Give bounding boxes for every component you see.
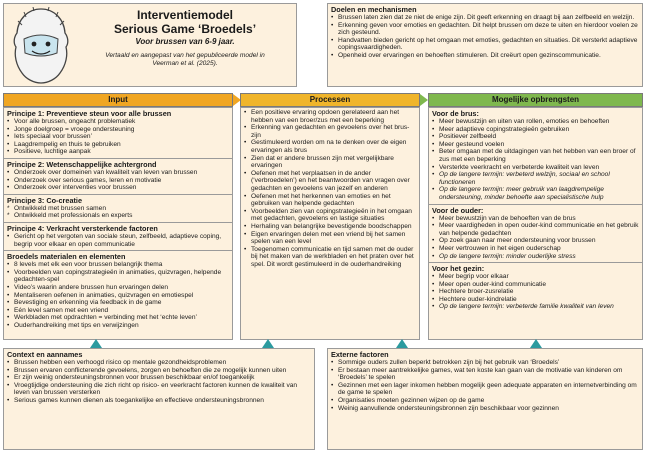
list-item: • Eigen ervaringen delen met een vriend bij het samen spelen van een level [244,231,416,246]
list-item: • Erkenning geven voor emoties en gedachten. Dit helpt brussen om deze te uiten en hierdoor voelen ze zich gesteund. [331,22,639,37]
list-item: • Onderzoek over serious games, leren en motivatie [7,177,229,185]
arrow-right-icon [420,94,428,106]
input-header: Input [3,93,233,107]
list-item: • Positiever zelfbeeld [432,133,639,141]
list-item: • Meer open ouder-kind communicatie [432,281,639,289]
principe-3: Principe 3: Co-creatie * Ontwikkeld met brussen samen * Ontwikkeld met professionals en experts [4,195,232,223]
doelen-box [327,3,643,87]
list-item: • 8 levels met elk een voor brussen belangrijk thema [7,261,229,269]
opbrengsten-gezin: Voor het gezin: • Meer begrip voor elkaar • Meer open ouder-kind communicatie • Hechtere broer-zusrelatie • Hechtere ouder-kindrelatie • Op de langere termijn: verbeterde familie kwaliteit van leven [429,263,642,313]
list-item: • Versterkte veerkracht en verbeterde kwaliteit van leven [432,164,639,172]
list-item: • Organisaties moeten gezinnen wijzen op de game [331,397,639,405]
list-item: • Een positieve ervaring opdoen gerelateerd aan het hebben van een broer/zus met een beperking [244,109,416,124]
list-item: • Oefenen met het verplaatsen in de ander (‘verbroedelen’) en het beantwoorden van vragen over gedachten en gevoelens van jezelf en anderen [244,170,416,193]
list-item: • Herhaling van belangrijke bevestigende boodschappen [244,223,416,231]
list-item: • Meer gesteund voelen [432,141,639,149]
input-column [3,107,233,340]
list-item: * Ontwikkeld met professionals en experts [7,212,229,220]
title-line3: Voor brussen van 6-9 jaar. [135,37,235,46]
list-item: • Gericht op het vergoten van sociale steun, zelfbeeld, adaptieve coping, begrip voor elkaar en open communicatie [7,233,229,248]
arrow-up-icon [396,339,408,348]
title-line2: Serious Game ‘Broedels’ [113,22,257,36]
principe-4: Principe 4: Verkracht versterkende factoren • Gericht op het vergoten van sociale steun, zelfbeeld, adaptieve coping, begrip voor elkaar en open communicatie [4,223,232,251]
processen-header: Processen [240,93,420,107]
opbrengsten-header: Mogelijke opbrengsten [428,93,643,107]
list-item: • Op de langere termijn: minder ouderlijke stress [432,253,639,261]
list-item: • Zien dat er andere brussen zijn met vergelijkbare ervaringen [244,155,416,170]
opbrengsten-brus: Voor de brus: • Meer bewustzijn en uiten van rollen, emoties en behoeften • Meer adaptieve copingstrategieën gebruiken • Positiever zelfbeeld • Meer gesteund voelen • Beter omgaan met de uitdagingen van het hebben van een broer of zus met een beperking • Versterkte veerkracht en verbeterde kwaliteit van leven • Op de langere termijn: verbeterd welzijn, sociaal en school functioneren • Op de langere termijn: meer gebruik van laagdrempelige ondersteuning, minder behoefte aan specialistische hulp [429,108,642,205]
list-item: • Er bestaan meer aantrekkelijke games, wat ten koste kan gaan van de motivatie van kinderen om ‘Broedels’ te spelen [331,367,639,382]
yeti-mascot-icon [10,7,72,85]
list-item: • Positieve, luchtige aanpak [7,148,229,156]
principe-1: Principe 1: Preventieve steun voor alle brussen • Voor alle brussen, ongeacht problematiek • Jonge doelgroep = vroege ondersteuning • Iets speciaal voor brussen’ • Laagdrempelig en thuis te gebruiken • Positieve, luchtige aanpak [4,108,232,159]
doelen-title: Doelen en mechanismen [331,5,417,14]
list-item: • Weinig aanvullende ondersteuningsbronnen zijn beschikbaar voor gezinnen [331,405,639,413]
opbrengsten-ouder: Voor de ouder: • Meer bewustzijn van de behoeften van de brus • Meer vaardigheden in open ouder-kind communicatie en het gebruik van helpende gedachten • Op zoek gaan naar meer ondersteuning voor brussen • Meer vertrouwen in het eigen ouderschap • Op de langere termijn: minder ouderlijke stress [429,205,642,264]
title-box [3,3,297,87]
context-title: Context en aannames [7,350,83,359]
list-item: • Meer bewustzijn van de behoeften van de brus [432,215,639,223]
list-item: • Voorbeelden zien van copingstrategieën in het omgaan met gedachten, gevoelens en lastige situaties [244,208,416,223]
list-item: • Meer adaptieve copingstrategieën gebruiken [432,126,639,134]
list-item: • Onderzoek over interventies voor brussen [7,184,229,192]
context-box [3,348,315,450]
list-item: • Eén level samen met een vriend [7,307,229,315]
list-item: • Iets speciaal voor brussen’ [7,133,229,141]
list-item: • Op de langere termijn: meer gebruik van laagdrempelige ondersteuning, minder behoefte aan specialistische hulp [432,186,639,201]
list-item: • Brussen laten zien dat ze niet de enige zijn. Dit geeft erkenning en draagt bij aan zelfbeeld en welzijn. [331,14,639,22]
list-item: • Openheid over ervaringen en behoeften stimuleren. Dit creëurt open gezinscommunicatie. [331,52,639,60]
title-note-line1: Vertaald en aangepast van het gepubliceerde model in [105,52,265,59]
mascot-logo [10,7,72,85]
arrow-up-icon [262,339,274,348]
list-item: • Brussen hebben een verhoogd risico op mentale gezondheidsproblemen [7,359,311,367]
title-note-line2: Veerman et al. (2025). [152,60,218,67]
extern-box [327,348,643,450]
list-item: • Oefenen met het herkennen van emoties en het gebruiken van helpende gedachten [244,193,416,208]
list-item: • Hechtere broer-zusrelatie [432,288,639,296]
arrow-up-icon [530,339,542,348]
list-item: • Jonge doelgroep = vroege ondersteuning [7,126,229,134]
list-item: • Meer bewustzijn en uiten van rollen, emoties en behoeften [432,118,639,126]
list-item: • Erkenning van gedachten en gevoelens over het brus-zijn [244,124,416,139]
list-item: • Serious games kunnen dienen als toegankelijke en effectieve ondersteuningsbronnen [7,397,311,405]
principe-2: Principe 2: Wetenschappelijke achtergrond • Onderzoek over domeinen van kwaliteit van leven van brussen • Onderzoek over serious games, leren en motivatie • Onderzoek over interventies voor brussen [4,159,232,195]
list-item: • Vroegtijdige ondersteuning die zich richt op risico- en veerkracht factoren kunnen de kwaliteit van leven van brussen versterken [7,382,311,397]
list-item: • Meer vaardigheden in open ouder-kind communicatie en het gebruik van helpende gedachten [432,222,639,237]
list-item: • Gestimuleerd worden om na te denken over de eigen ervaringen als brus [244,139,416,154]
arrow-up-icon [90,339,102,348]
list-item: • Voor alle brussen, ongeacht problematiek [7,118,229,126]
list-item: • Werkbladen met opdrachten = verbinding met het ‘echte leven’ [7,314,229,322]
extern-title: Externe factoren [331,350,389,359]
list-item: • Brussen ervaren conflicterende gevoelens, zorgen en behoeften die ze mogelijk kunnen uiten [7,367,311,375]
list-item: • Ouderhandreiking met tips en verwijzingen [7,322,229,330]
opbrengsten-column [428,107,643,340]
list-item: • Toegenomen communicatie en tijd samen met de ouder bij het maken van de werkbladen en het praten over het spel. Dit wordt gestimuleerd in de ouderhandreiking [244,246,416,269]
list-item: • Beter omgaan met de uitdagingen van het hebben van een broer of zus met een beperking [432,148,639,163]
list-item: • Handvatten bieden gericht op het omgaan met emoties, gedachten en situaties. Dit versterkt adaptieve copingsvaardigheden. [331,37,639,52]
list-item: • Video’s waarin andere brussen hun ervaringen delen [7,284,229,292]
list-item: * Ontwikkeld met brussen samen [7,205,229,213]
list-item: • Gezinnen met een lager inkomen hebben mogelijk geen adequate apparaten en internetverbinding om de game te spelen [331,382,639,397]
list-item: • Hechtere ouder-kindrelatie [432,296,639,304]
doelen-list [331,14,639,60]
title-line1: Interventiemodel [136,8,234,22]
list-item: • Voorbeelden van copingstrategieën in animaties, quizvragen, helpende gedachten-spel [7,269,229,284]
list-item: • Er zijn weinig ondersteuningsbronnen voor brussen beschikbaar en/of toegankelijk [7,374,311,382]
list-item: • Sommige ouders zullen beperkt betrokken zijn bij het gebruik van ‘Broedels’ [331,359,639,367]
list-item: • Onderzoek over domeinen van kwaliteit van leven van brussen [7,169,229,177]
broedels-materialen: Broedels materialen en elementen • 8 levels met elk een voor brussen belangrijk thema • Voorbeelden van copingstrategieën in animaties, quizvragen, helpende gedachten-spel • Video’s waarin andere brussen hun ervaringen delen • Mentaliseren oefenen in animaties, quizvragen en emotiespel • Bevestiging en erkenning via feedback in de game • Eén level samen met een vriend • Werkbladen met opdrachten = verbinding met het ‘echte leven’ • Ouderhandreiking met tips en verwijzingen [4,251,232,331]
list-item: • Laagdrempelig en thuis te gebruiken [7,141,229,149]
list-item: • Meer vertrouwen in het eigen ouderschap [432,245,639,253]
list-item: • Op de langere termijn: verbeterd welzijn, sociaal en school functioneren [432,171,639,186]
list-item: • Op zoek gaan naar meer ondersteuning voor brussen [432,237,639,245]
processen-column [240,107,420,340]
list-item: • Mentaliseren oefenen in animaties, quizvragen en emotiespel [7,292,229,300]
list-item: • Meer begrip voor elkaar [432,273,639,281]
list-item: • Op de langere termijn: verbeterde familie kwaliteit van leven [432,303,639,311]
list-item: • Bevestiging en erkenning via feedback in de game [7,299,229,307]
